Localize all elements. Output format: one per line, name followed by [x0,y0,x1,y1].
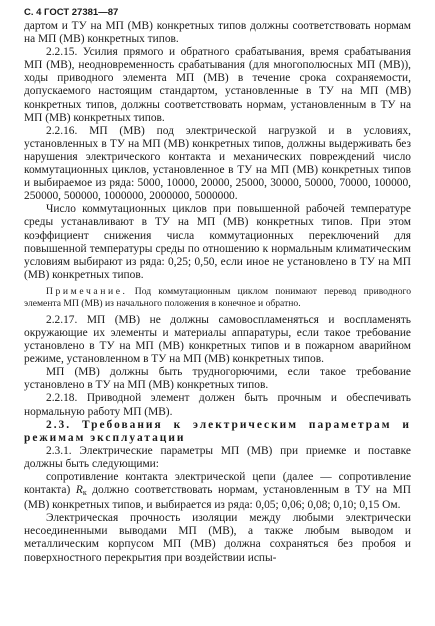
paragraph-contact-resistance [24,471,411,512]
paragraph-continuation: дартом и ТУ на МП (МВ) конкретных типов должны соответствовать нормам на МП (МВ) конкретных типов. [24,20,411,46]
note-text: Под коммутационным циклом понимают перевод приводного элемента МП (МВ) из начального положения в конечное и обратно. [24,285,411,309]
paragraph-2-2-16: 2.2.16. МП (МВ) под электрической нагрузкой и в условиях, установленных в ТУ на МП (МВ) конкретных типов, должны выдерживать без нарушения электрического контакта и механических повреждений число коммутационных циклов, установленное в ТУ на МП (МВ) конкретных типов и выбираемое из ряда: 5000, 10000, 20000, 25000, 30000, 50000, 70000, 100000, 250000, 500000, 1000000, 2000000, 5000000. [24,124,411,203]
paragraph-2-2-18: 2.2.18. Приводной элемент должен быть прочным и обеспечивать нормальную работу МП (МВ). [24,392,411,418]
paragraph-2-2-17: 2.2.17. МП (МВ) не должны самовоспламеняться и воспламенять окружающие их элементы и материалы аппаратуры, если такое требование установлено в ТУ на МП (МВ) конкретных типов и в пожарном аварийном режиме, установленном в ТУ на МП (МВ) конкретных типов. [24,313,411,366]
paragraph-fire-resistance: МП (МВ) должны быть трудногорючими, если такое требование установлено в ТУ на МП (МВ) конкретных типов. [24,366,411,392]
paragraph-2-3-1: 2.3.1. Электрические параметры МП (МВ) при приемке и поставке должны быть следующими: [24,444,411,470]
paragraph-insulation-strength: Электрическая прочность изоляции между любыми электрически несоединенными выводами МП (МВ), а также любым выводом и металлическим корпусом МП (МВ) должна сохраняться без пробоя и поверхностного перекрытия при воздействии испы- [24,512,411,564]
page-header: С. 4 ГОСТ 27381—87 [24,7,119,18]
paragraph-2-2-15: 2.2.15. Усилия прямого и обратного срабатывания, время срабатывания МП (МВ), неодновременность срабатывания (для многополюсных МП (МВ)), ходы приводного элемента МП (МВ) в течение срока сохраняемости, допускаемого настоящим стандартом, установленные в ТУ на МП (МВ) конкретных типов, должны соответствовать нормам, установленным в ТУ на МП (МВ) конкретных типов. [24,46,411,124]
paragraph-cycles-temperature: Число коммутационных циклов при повышенной рабочей температуре среды устанавливают в ТУ на МП (МВ) конкретных типов. При этом коэффициент снижения числа коммутационных переключений для повышенной температуры среды по отношению к нормальным климатическим условиям выбирают из ряда: 0,25; 0,50, если иное не установлено в ТУ на МП (МВ) конкретных типов. [24,203,411,281]
formula-subscript: к [82,488,87,498]
formula-symbol: R [75,484,83,497]
resistance-text-a: сопротивление контакта электрической цепи (далее — сопротивление контакта) [24,471,411,497]
note [24,286,411,310]
resistance-text-b: должно соответствовать нормам, установленным в ТУ на МП (МВ) конкретных типов, и выбирается из ряда: 0,05; 0,06; 0,08; 0,10; 0,15 Ом. [24,484,411,512]
section-heading-2-3 [24,419,411,445]
note-label: Примечание. [46,285,128,297]
section-title: 2.3. Требования к электрическим параметрам и режимам эксплуатации [24,418,411,444]
